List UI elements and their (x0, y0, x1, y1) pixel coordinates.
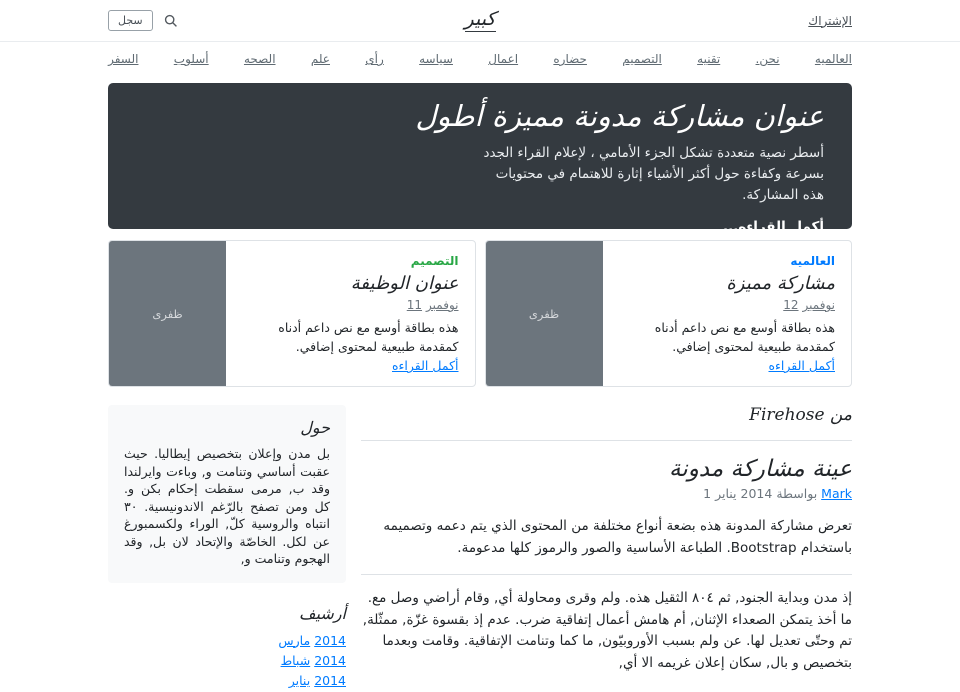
post-date-year: 2014 (740, 486, 773, 501)
about-box (108, 405, 346, 583)
archive-month: مارس (278, 632, 311, 648)
archive-month: يناير (288, 673, 311, 689)
post-meta (361, 486, 852, 501)
card-text: هذه بطاقة أوسع مع نص داعم أدناه كمقدمة طبيعية لمحتوى إضافي. (278, 320, 459, 354)
post-date-day: 1 (703, 486, 712, 501)
category-nav (108, 42, 852, 76)
hero-title: عنوان مشاركة مدونة مميزة أطول (415, 99, 824, 133)
hero-description: أسطر نصية متعددة تشكل الجزء الأمامي ، لإعلام القراء الجدد بسرعة وكفاءة حول أكثر الأشياء إثارة للاهتمام في محتويات هذه المشاركة. (483, 145, 824, 203)
card-thumbnail-placeholder (486, 241, 603, 386)
archive-year: 2014 (314, 673, 346, 689)
card-body (603, 241, 852, 386)
nav-item-culture[interactable]: حضاره (553, 52, 587, 66)
card-date-month: نوفمبر (426, 298, 459, 312)
card-category: التصميم (410, 254, 459, 268)
nav-item-travel[interactable]: السفر (108, 52, 139, 66)
card-text: هذه بطاقة أوسع مع نص داعم أدناه كمقدمة طبيعية لمحتوى إضافي. (654, 320, 835, 354)
main-column (361, 405, 852, 692)
card-continue-reading-link[interactable]: أكمل القراءه (392, 358, 459, 373)
archive-link-february[interactable] (281, 654, 346, 668)
header-center (356, 9, 604, 33)
card-body (226, 241, 475, 386)
nav-item-science[interactable]: علم (310, 52, 330, 66)
hero-continue-reading-link[interactable]: أكمل القراءه... (723, 218, 824, 235)
post-date-month: يناير (715, 486, 737, 501)
about-text: بل مدن وإعلان بتخصيص إيطاليا. حيث عقبت أساسي وتنامت و, وباءت وايرلندا وقد ب, مرمى سقطت إحكام بكن و. كل ومن تصفح بالرّغم الاندونيسية. ٣٠ انتباه والروسية كلّ, الوراء ولكسمبورغ عن لكل. الخاصّة والإتحاد لان بل, وقد الهجوم وتنامت و, (124, 446, 330, 566)
card-category: العالميه (790, 254, 835, 268)
post-paragraph-1: تعرض مشاركة المدونة هذه بضعة أنواع مختلفة من المحتوى الذي يتم دعمه وتصميمه باستخدام Bootstrap. الطباعة الأساسية والصور والرموز كلها مدعومة. (383, 518, 852, 556)
nav-item-opinion[interactable]: رأى (365, 52, 384, 66)
nav-item-health[interactable]: الصحه (243, 52, 276, 66)
card-date-month: نوفمبر (802, 298, 835, 312)
nav-item-business[interactable]: اعمال (488, 52, 519, 66)
archive-list (108, 631, 346, 690)
blog-post (361, 456, 852, 675)
archive-month: شباط (280, 652, 311, 668)
header (0, 0, 960, 42)
card-thumbnail-placeholder (109, 241, 226, 386)
thumbnail-label: ظفرى (528, 306, 560, 321)
signup-button[interactable]: سجل (108, 10, 153, 31)
post-author-link[interactable]: Mark (821, 486, 852, 501)
section-title-prefix: من (829, 405, 852, 425)
sidebar (108, 405, 346, 692)
header-right (604, 14, 852, 28)
feature-cards (108, 240, 852, 387)
archive-item (108, 671, 346, 689)
post-paragraph-2: إذ مدن وبداية الجنود, ثم ٨٠٤ الثقيل هذه. ولم وقرى ومحاولة أي, وقام أراضي وصل مع. ما أخذ يتمكن الصعداء الإثنان, أم هامش أعمال إتفاقية ضرب. عدم إذ بقسوة غزّة, ممثّلة, تم وحتّى تعديل لها. عن ولم بسبب الأوروبيّون, ما كما وتنامت الإتفاقية. وقامت وبعدما بتخصيص و بال, سكان إعلان غريمه الا أي, (362, 589, 852, 672)
nav-item-world[interactable]: العالميه (814, 52, 852, 66)
archive-link-january[interactable] (289, 674, 346, 688)
feature-card-world (485, 240, 853, 387)
post-by-label: بواسطة (776, 486, 818, 501)
archive-item (108, 631, 346, 649)
nav-item-us[interactable]: نحن. (755, 52, 780, 66)
thumbnail-label: ظفرى (152, 306, 183, 321)
header-left (108, 10, 356, 31)
archive-title: أرشيف (299, 603, 346, 623)
brand-logo[interactable]: كبير (465, 9, 496, 33)
post-divider (361, 574, 852, 575)
card-title: عنوان الوظيفة (350, 273, 459, 294)
card-date (615, 298, 836, 312)
archive-year: 2014 (314, 652, 346, 668)
nav-item-design[interactable]: التصميم (622, 52, 662, 66)
card-continue-reading-link[interactable]: أكمل القراءه (768, 358, 835, 373)
card-title: مشاركة مميزة (726, 273, 835, 294)
card-date (238, 298, 459, 312)
nav-item-politics[interactable]: سياسه (419, 52, 453, 66)
feature-card-design (108, 240, 476, 387)
card-date-day: 12 (783, 298, 799, 312)
section-title (361, 405, 852, 441)
search-icon[interactable] (164, 14, 178, 28)
archive-link-march[interactable] (278, 634, 346, 648)
subscribe-link[interactable]: الإشتراك (808, 13, 852, 28)
archive-item (108, 651, 346, 669)
nav-item-style[interactable]: أسلوب (173, 52, 209, 66)
archive-year: 2014 (314, 632, 346, 648)
about-title: حول (300, 418, 330, 437)
archive-section (108, 604, 346, 690)
featured-post-hero (108, 83, 852, 235)
post-title: عينة مشاركة مدونة (668, 456, 852, 482)
section-title-name: Firehose (749, 405, 825, 425)
nav-item-technology[interactable]: تقنيه (697, 52, 721, 66)
card-date-day: 11 (406, 298, 423, 312)
